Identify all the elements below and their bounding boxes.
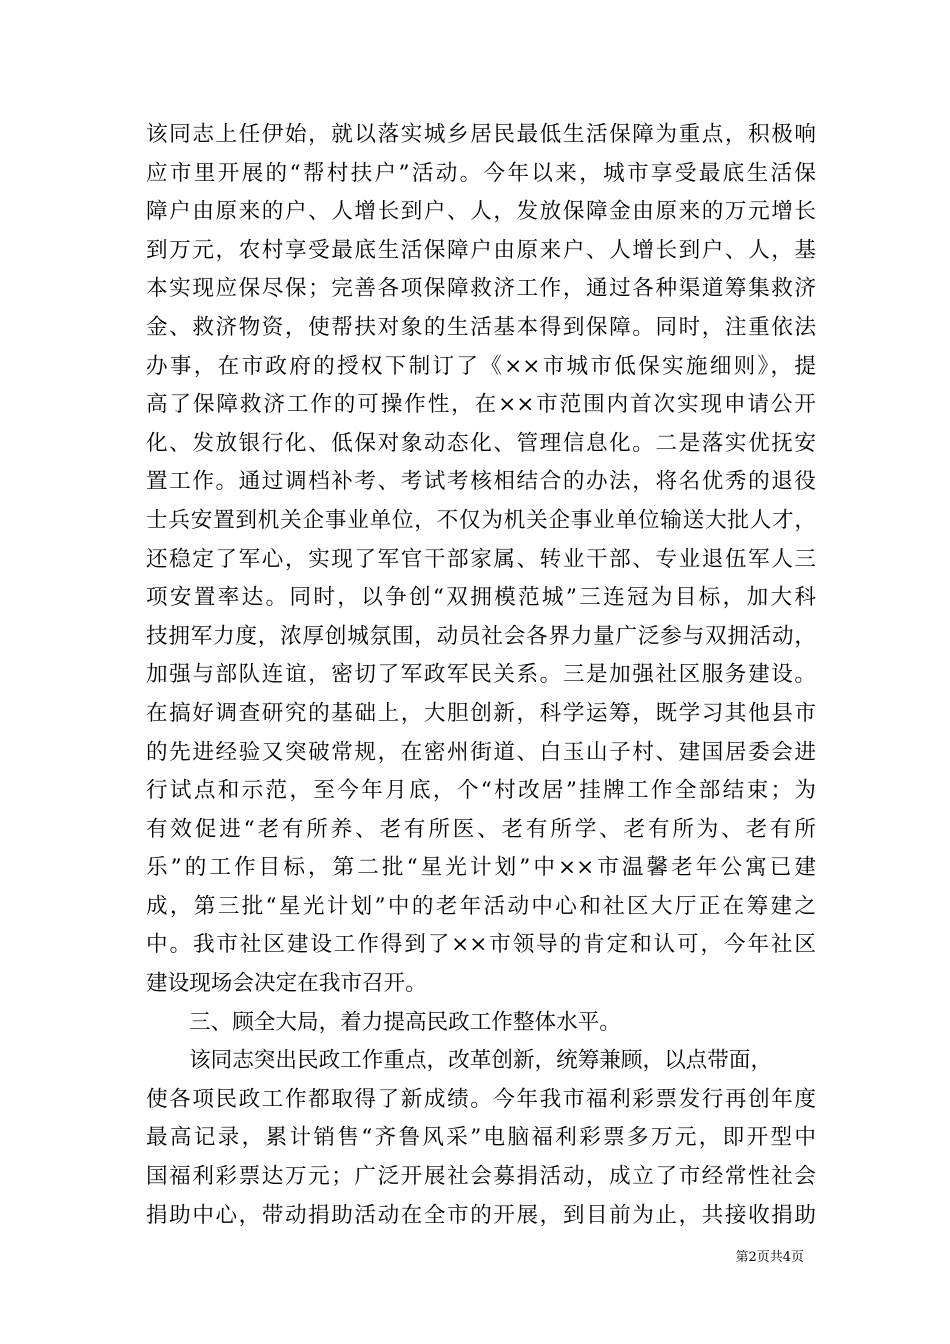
- text-line: 高了保障救济工作的可操作性，在××市范围内首次实现申请公开: [146, 392, 816, 418]
- text-line: 该同志突出民政工作重点，改革创新，统筹兼顾，以点带面，: [189, 1048, 773, 1074]
- text-line: 乐”的工作目标，第二批“星光计划”中××市温馨老年公寓已建: [146, 855, 816, 881]
- text-line: 加强与部队连谊，密切了军政军民关系。三是加强社区服务建设。: [146, 662, 816, 688]
- text-line: 还稳定了军心，实现了军官干部家属、转业干部、专业退伍军人三: [146, 546, 816, 572]
- text-line: 在搞好调查研究的基础上，大胆创新，科学运筹，既学习其他县市: [146, 700, 816, 726]
- text-line: 项安置率达。同时，以争创“双拥模范城”三连冠为目标，加大科: [146, 585, 816, 611]
- text-line: 金、救济物资，使帮扶对象的生活基本得到保障。同时，注重依法: [146, 314, 816, 340]
- page-footer: [0, 1249, 950, 1267]
- text-line: 捐助中心，带动捐助活动在全市的开展，到目前为止，共接收捐助: [146, 1202, 816, 1228]
- section-heading: 三、顾全大局，着力提高民政工作整体水平。: [189, 1009, 621, 1035]
- text-line: 障户由原来的户、人增长到户、人，发放保障金由原来的万元增长: [146, 199, 816, 225]
- text-line: 办事，在市政府的授权下制订了《××市城市低保实施细则》，提: [146, 353, 816, 379]
- text-line: 化、发放银行化、低保对象动态化、管理信息化。二是落实优抚安: [146, 430, 816, 456]
- text-line: 应市里开展的“帮村扶户”活动。今年以来，城市享受最底生活保: [146, 160, 816, 186]
- text-line: 中。我市社区建设工作得到了××市领导的肯定和认可，今年社区: [146, 932, 816, 958]
- text-line: 建设现场会决定在我市召开。: [146, 971, 427, 997]
- text-line: 行试点和示范，至今年月底，个“村改居”挂牌工作全部结束；为: [146, 778, 816, 804]
- text-line: 士兵安置到机关企事业单位，不仅为机关企事业单位输送大批人才，: [146, 507, 816, 533]
- text-line: 到万元，农村享受最底生活保障户由原来户、人增长到户、人，基: [146, 237, 816, 263]
- text-line: 该同志上任伊始，就以落实城乡居民最低生活保障为重点，积极响: [146, 122, 816, 147]
- document-body: [146, 116, 816, 1235]
- text-line: 技拥军力度，浓厚创城氛围，动员社会各界力量广泛参与双拥活动，: [146, 623, 816, 649]
- text-line: 使各项民政工作都取得了新成绩。今年我市福利彩票发行再创年度: [146, 1086, 816, 1112]
- text-line: 国福利彩票达万元；广泛开展社会募捐活动，成立了市经常性社会: [146, 1164, 816, 1190]
- page-number: 第2页共4页: [735, 1250, 804, 1265]
- text-line: 的先进经验又突破常规，在密州街道、白玉山子村、建国居委会进: [146, 739, 816, 765]
- text-line: 本实现应保尽保；完善各项保障救济工作，通过各种渠道筹集救济: [146, 276, 816, 302]
- text-line: 有效促进“老有所养、老有所医、老有所学、老有所为、老有所: [146, 816, 816, 842]
- text-line: 最高记录，累计销售“齐鲁风采”电脑福利彩票多万元，即开型中: [146, 1125, 816, 1151]
- text-line: 置工作。通过调档补考、考试考核相结合的办法，将名优秀的退役: [146, 469, 816, 495]
- text-line: 成，第三批“星光计划”中的老年活动中心和社区大厅正在筹建之: [146, 893, 816, 919]
